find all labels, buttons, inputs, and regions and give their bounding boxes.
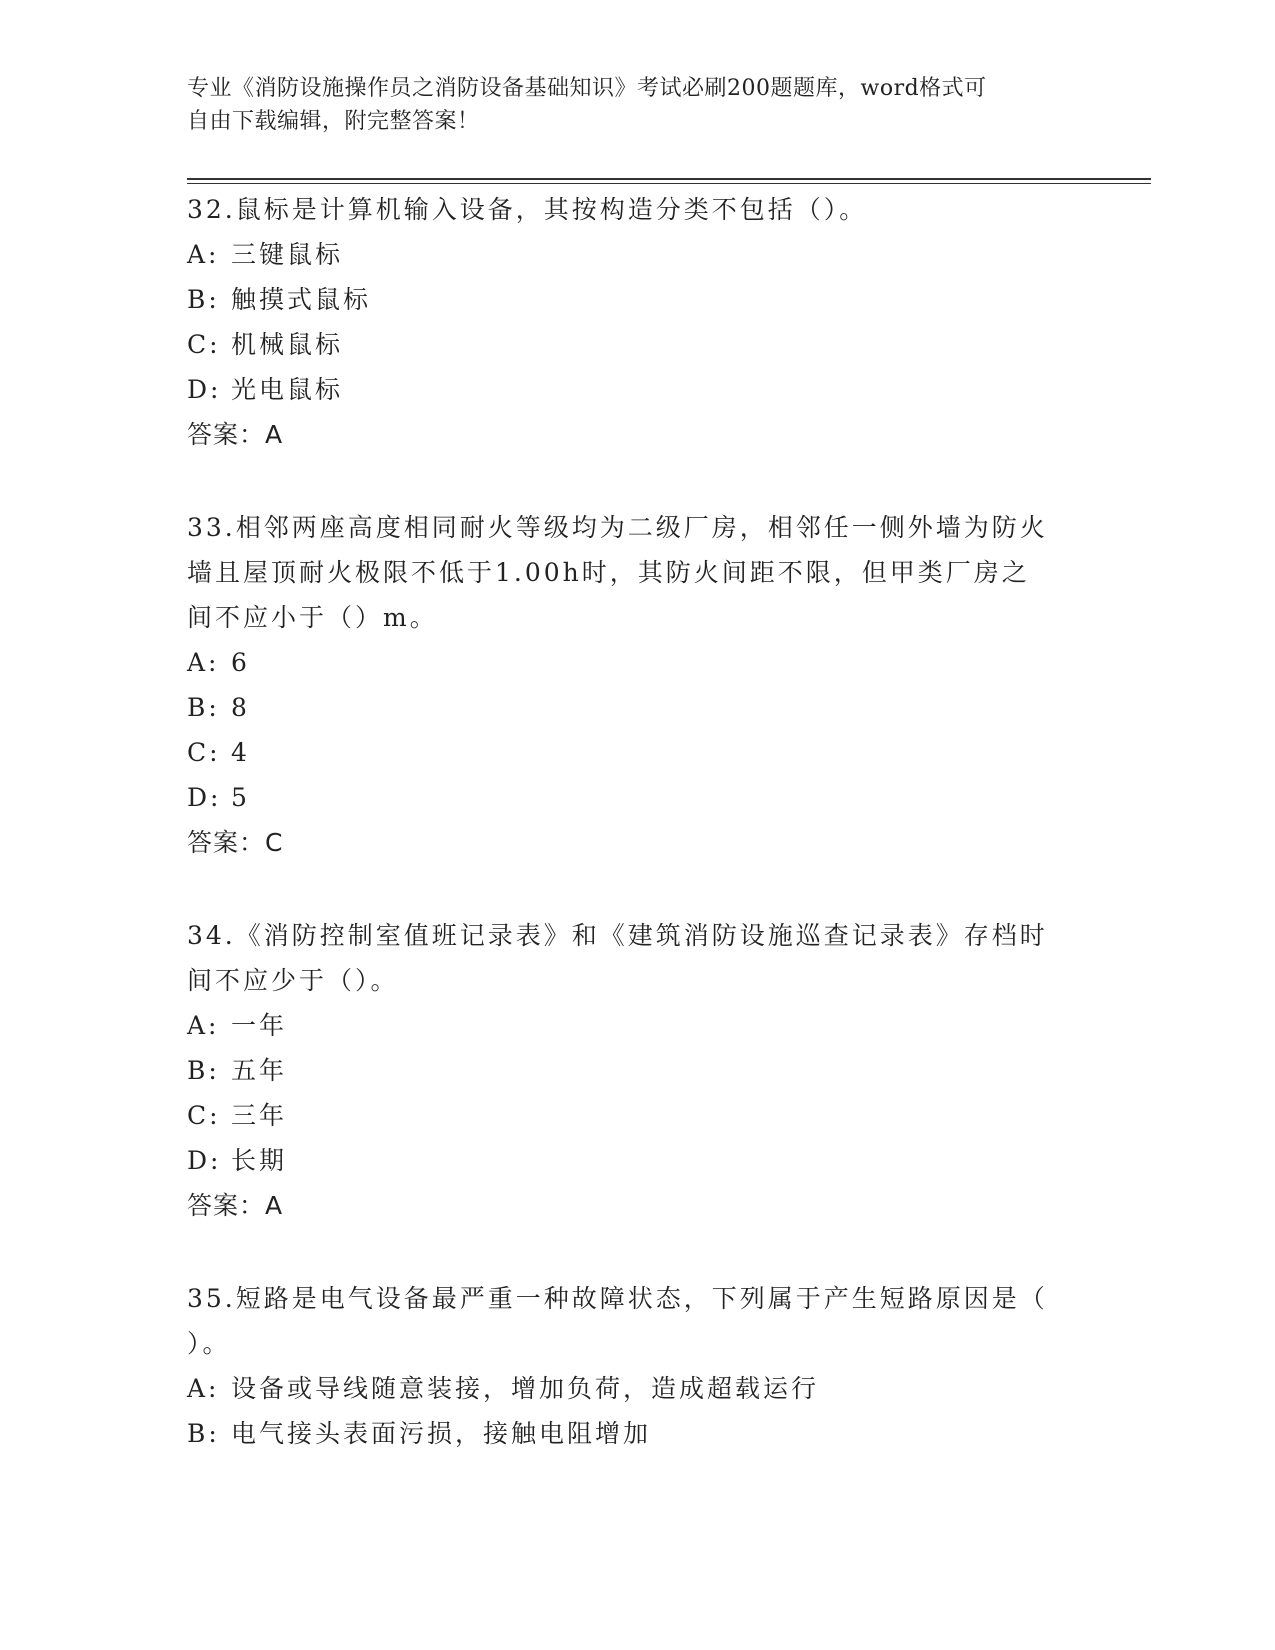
option-text: 6: [231, 648, 250, 677]
header-divider-thick: [187, 178, 1151, 180]
answer-option: [187, 775, 1087, 820]
answer-option: [187, 1411, 1087, 1456]
option-text: 机械鼠标: [231, 330, 344, 359]
answer-option: [187, 1048, 1087, 1093]
option-letter: A:: [187, 648, 220, 677]
question-stem-line: 墙且屋顶耐火极限不低于1.00h时，其防火间距不限，但甲类厂房之: [187, 558, 1030, 587]
option-letter: A:: [187, 1374, 220, 1403]
option-text: 一年: [231, 1011, 288, 1040]
option-text: 三年: [231, 1101, 288, 1130]
question-stem-line: 32.鼠标是计算机输入设备，其按构造分类不包括（）。: [187, 195, 868, 224]
option-text: 触摸式鼠标: [231, 285, 372, 314]
option-letter: B:: [187, 1056, 220, 1085]
option-letter: B:: [187, 285, 220, 314]
option-text: 5: [231, 783, 250, 812]
option-text: 电气接头表面污损，接触电阻增加: [231, 1419, 652, 1448]
answer-option: [187, 730, 1087, 775]
option-letter: C:: [187, 330, 221, 359]
question-stem-line: 间不应少于（）。: [187, 966, 399, 995]
question-block: [187, 505, 1087, 865]
answer-option: [187, 232, 1087, 277]
answer-key: 答案：A: [187, 1191, 284, 1220]
answer-option: [187, 1138, 1087, 1183]
option-letter: D:: [187, 375, 222, 404]
header-line-2: 自由下载编辑，附完整答案！: [187, 109, 480, 134]
answer-option: [187, 1093, 1087, 1138]
answer-key: 答案：C: [187, 828, 284, 857]
document-header: [187, 72, 1067, 138]
answer-option: [187, 685, 1087, 730]
option-text: 五年: [231, 1056, 288, 1085]
question-stem-line: 35.短路是电气设备最严重一种故障状态，下列属于产生短路原因是（: [187, 1284, 1048, 1313]
option-text: 4: [231, 738, 250, 767]
question-list: [187, 187, 1087, 1456]
option-letter: D:: [187, 1146, 222, 1175]
header-divider-thin: [187, 183, 1151, 184]
question-block: [187, 1276, 1087, 1456]
answer-option: [187, 322, 1087, 367]
question-block: [187, 187, 1087, 457]
question-block: [187, 913, 1087, 1228]
option-letter: A:: [187, 1011, 220, 1040]
answer-option: [187, 1003, 1087, 1048]
option-letter: B:: [187, 1419, 220, 1448]
answer-key: 答案：A: [187, 420, 284, 449]
answer-option: [187, 640, 1087, 685]
question-stem-line: 33.相邻两座高度相同耐火等级均为二级厂房，相邻任一侧外墙为防火: [187, 513, 1048, 542]
option-letter: A:: [187, 240, 220, 269]
option-letter: C:: [187, 738, 221, 767]
header-line-1: 专业《消防设施操作员之消防设备基础知识》考试必刷200题题库，word格式可: [187, 76, 987, 101]
option-text: 长期: [231, 1146, 288, 1175]
answer-option: [187, 277, 1087, 322]
option-letter: B:: [187, 693, 220, 722]
option-letter: D:: [187, 783, 222, 812]
option-text: 8: [231, 693, 250, 722]
question-stem-line: 34.《消防控制室值班记录表》和《建筑消防设施巡查记录表》存档时: [187, 921, 1048, 950]
question-stem-line: 间不应小于（）m。: [187, 603, 438, 632]
option-text: 光电鼠标: [231, 375, 344, 404]
question-stem-line: ）。: [187, 1329, 231, 1358]
answer-option: [187, 1366, 1087, 1411]
answer-option: [187, 367, 1087, 412]
option-text: 三键鼠标: [231, 240, 344, 269]
option-letter: C:: [187, 1101, 221, 1130]
option-text: 设备或导线随意装接，增加负荷，造成超载运行: [231, 1374, 820, 1403]
